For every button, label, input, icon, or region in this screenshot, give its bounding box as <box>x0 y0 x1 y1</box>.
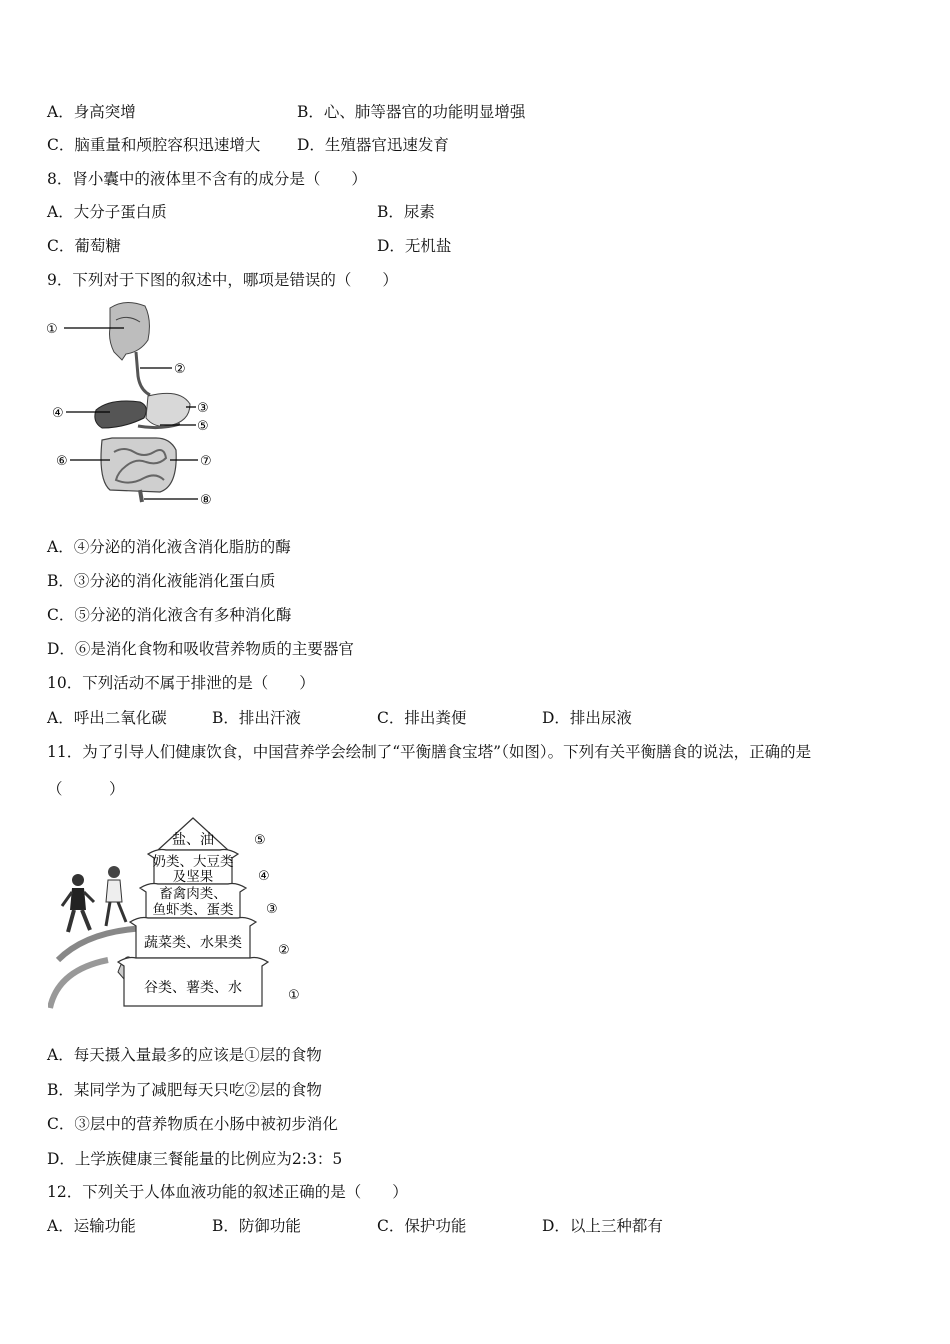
q10-option-a: A．呼出二氧化碳 <box>47 709 167 727</box>
q12-option-c: C．保护功能 <box>377 1217 467 1235</box>
q8-option-a: A．大分子蛋白质 <box>47 203 167 221</box>
pagoda-level-2-text: 蔬菜类、水果类 <box>144 935 242 951</box>
figure-label-3: ③ <box>197 401 209 416</box>
q9-option-c: C．⑤分泌的消化液含有多种消化酶 <box>47 606 292 624</box>
q10-option-c: C．排出粪便 <box>377 709 467 727</box>
figure-label-2: ② <box>174 362 186 377</box>
q10-option-d: D．排出尿液 <box>542 709 632 727</box>
pagoda-level-3-text-1: 畜禽肉类、 <box>159 886 227 902</box>
q11-stem: 11．为了引导人们健康饮食，中国营养学会绘制了“平衡膳食宝塔”（如图）。下列有关平衡膳食的说法，正确的是 <box>47 743 812 761</box>
pagoda-marker-2: ② <box>278 943 290 958</box>
q9-option-d: D．⑥是消化食物和吸收营养物质的主要器官 <box>47 640 354 658</box>
figure-label-1: ① <box>46 322 58 337</box>
food-pagoda-figure <box>48 810 310 1010</box>
q7-option-a: A．身高突增 <box>47 103 136 121</box>
q12-option-a: A．运输功能 <box>47 1217 136 1235</box>
pagoda-level-4-text-1: 奶类、大豆类 <box>152 854 234 870</box>
q12-option-d: D．以上三种都有 <box>542 1217 663 1235</box>
q11-option-a: A．每天摄入量最多的应该是①层的食物 <box>47 1046 322 1064</box>
pagoda-level-5-text: 盐、油 <box>172 832 214 848</box>
q9-stem: 9．下列对于下图的叙述中，哪项是错误的（ ） <box>47 271 398 289</box>
q11-option-b: B．某同学为了减肥每天只吃②层的食物 <box>47 1081 322 1099</box>
pagoda-marker-5: ⑤ <box>254 833 266 848</box>
q8-option-d: D．无机盐 <box>377 237 452 255</box>
q12-option-b: B．防御功能 <box>212 1217 301 1235</box>
figure-label-6: ⑥ <box>56 454 68 469</box>
q11-stem-continued: （ ） <box>47 780 125 798</box>
pagoda-marker-3: ③ <box>266 902 278 917</box>
figure-label-5: ⑤ <box>197 419 209 434</box>
q8-stem: 8．肾小囊中的液体里不含有的成分是（ ） <box>47 170 367 188</box>
q11-option-d: D．上学族健康三餐能量的比例应为2:3：5 <box>47 1150 343 1168</box>
q10-stem: 10．下列活动不属于排泄的是（ ） <box>47 674 315 692</box>
q11-option-c: C．③层中的营养物质在小肠中被初步消化 <box>47 1115 338 1133</box>
q9-option-b: B．③分泌的消化液能消化蛋白质 <box>47 572 276 590</box>
figure-label-8: ⑧ <box>200 493 212 508</box>
q8-option-b: B．尿素 <box>377 203 435 221</box>
pagoda-marker-4: ④ <box>258 869 270 884</box>
pagoda-level-4-text-2: 及坚果 <box>172 869 214 885</box>
pagoda-marker-1: ① <box>288 988 300 1003</box>
q12-stem: 12．下列关于人体血液功能的叙述正确的是（ ） <box>47 1183 408 1201</box>
figure-label-7: ⑦ <box>200 454 212 469</box>
pagoda-level-1-text: 谷类、薯类、水 <box>144 980 242 996</box>
q7-option-b: B．心、肺等器官的功能明显增强 <box>297 103 526 121</box>
q8-option-c: C．葡萄糖 <box>47 237 121 255</box>
q7-option-d: D．生殖器官迅速发育 <box>297 136 449 154</box>
pagoda-level-3-text-2: 鱼虾类、蛋类 <box>152 902 234 918</box>
q10-option-b: B．排出汗液 <box>212 709 301 727</box>
digestive-system-figure <box>40 300 230 515</box>
q7-option-c: C．脑重量和颅腔容积迅速增大 <box>47 136 261 154</box>
figure-label-4: ④ <box>52 406 64 421</box>
q9-option-a: A．④分泌的消化液含消化脂肪的酶 <box>47 538 291 556</box>
